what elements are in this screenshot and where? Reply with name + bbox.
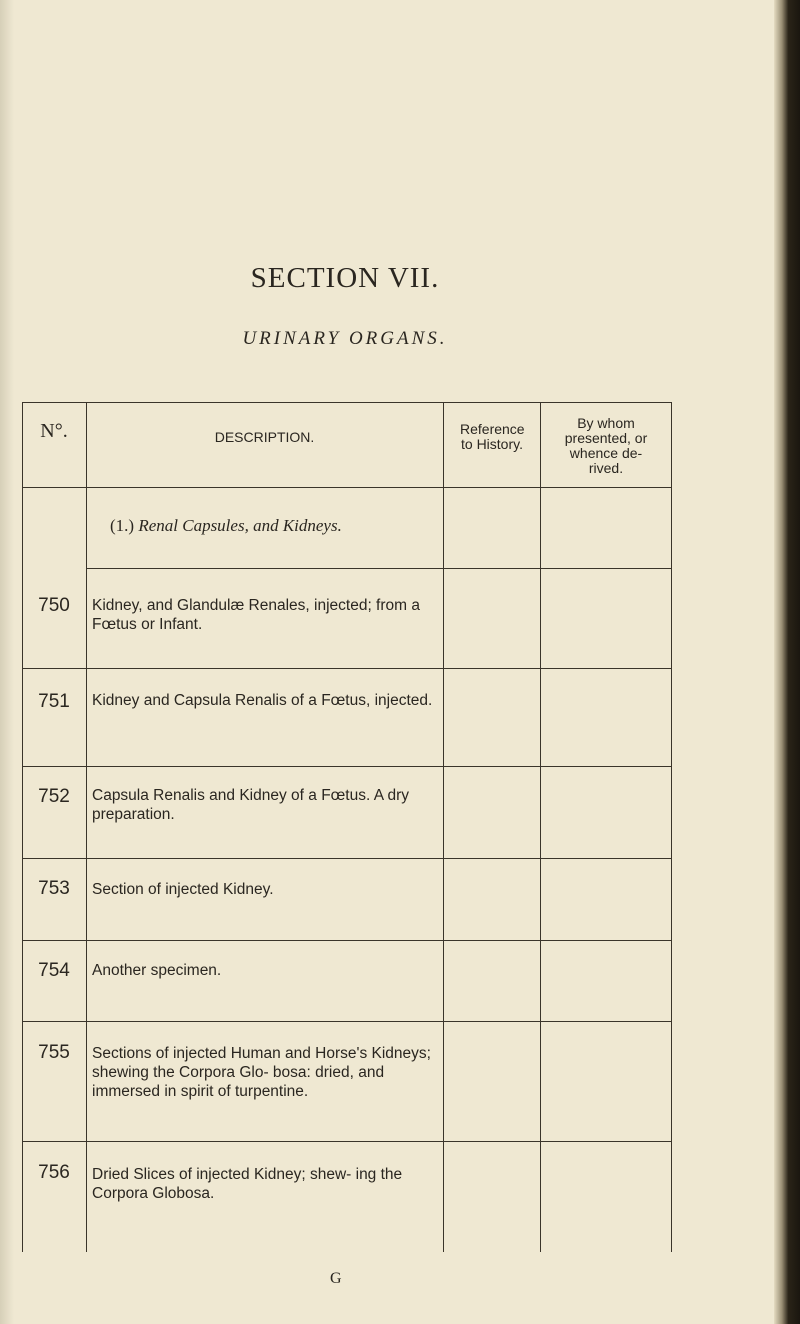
rule-row-7 xyxy=(22,1141,672,1142)
subheading-number: (1.) xyxy=(110,516,135,535)
page-signature: G xyxy=(330,1270,342,1287)
rule-row-5 xyxy=(22,940,672,941)
rule-ref-by xyxy=(540,402,541,1252)
row-description: Kidney, and Glandulæ Renales, injected; from a Fœtus or Infant. xyxy=(92,597,420,633)
row-number: 754 xyxy=(38,960,70,981)
rule-row-2 xyxy=(22,668,672,669)
header-reference: Reference to History. xyxy=(460,421,525,452)
subheading-title: Renal Capsules, and Kidneys. xyxy=(138,516,342,535)
row-description: Kidney and Capsula Renalis of a Fœtus, injected. xyxy=(92,692,433,709)
row-description: Capsula Renalis and Kidney of a Fœtus. A dry preparation. xyxy=(92,787,410,823)
page-edge-right xyxy=(774,0,800,1324)
section-title: SECTION VII. xyxy=(250,262,440,294)
row-description: Section of injected Kidney. xyxy=(92,881,274,898)
row-number: 751 xyxy=(38,691,70,712)
row-description: Sections of injected Human and Horse's Kidneys; shewing the Corpora Glo- bosa: dried, and immersed in spirit of turpentine. xyxy=(92,1045,431,1100)
rule-row-3 xyxy=(22,766,672,767)
rule-top xyxy=(22,402,672,403)
rule-right xyxy=(671,402,672,1252)
header-description: DESCRIPTION. xyxy=(214,429,315,445)
subheading xyxy=(110,516,440,536)
rule-no-desc xyxy=(86,402,87,1252)
header-no: N°. xyxy=(40,420,68,442)
row-description: Dried Slices of injected Kidney; shew- ing the Corpora Globosa. xyxy=(92,1166,403,1202)
section-subtitle: URINARY ORGANS. xyxy=(242,328,448,349)
rule-row-1 xyxy=(86,568,672,569)
row-number: 753 xyxy=(38,878,70,899)
rule-row-6 xyxy=(22,1021,672,1022)
rule-desc-ref xyxy=(443,402,444,1252)
rule-header-bottom xyxy=(22,487,672,488)
row-number: 752 xyxy=(38,786,70,807)
page-edge-left xyxy=(0,0,14,1324)
header-by-whom: By whom presented, or whence de- rived. xyxy=(564,415,648,476)
rule-row-4 xyxy=(22,858,672,859)
row-number: 750 xyxy=(38,595,70,616)
row-description: Another specimen. xyxy=(92,962,222,979)
rule-left xyxy=(22,402,23,1252)
row-number: 755 xyxy=(38,1042,70,1063)
catalogue-table xyxy=(22,402,672,1252)
row-number: 756 xyxy=(38,1162,70,1183)
